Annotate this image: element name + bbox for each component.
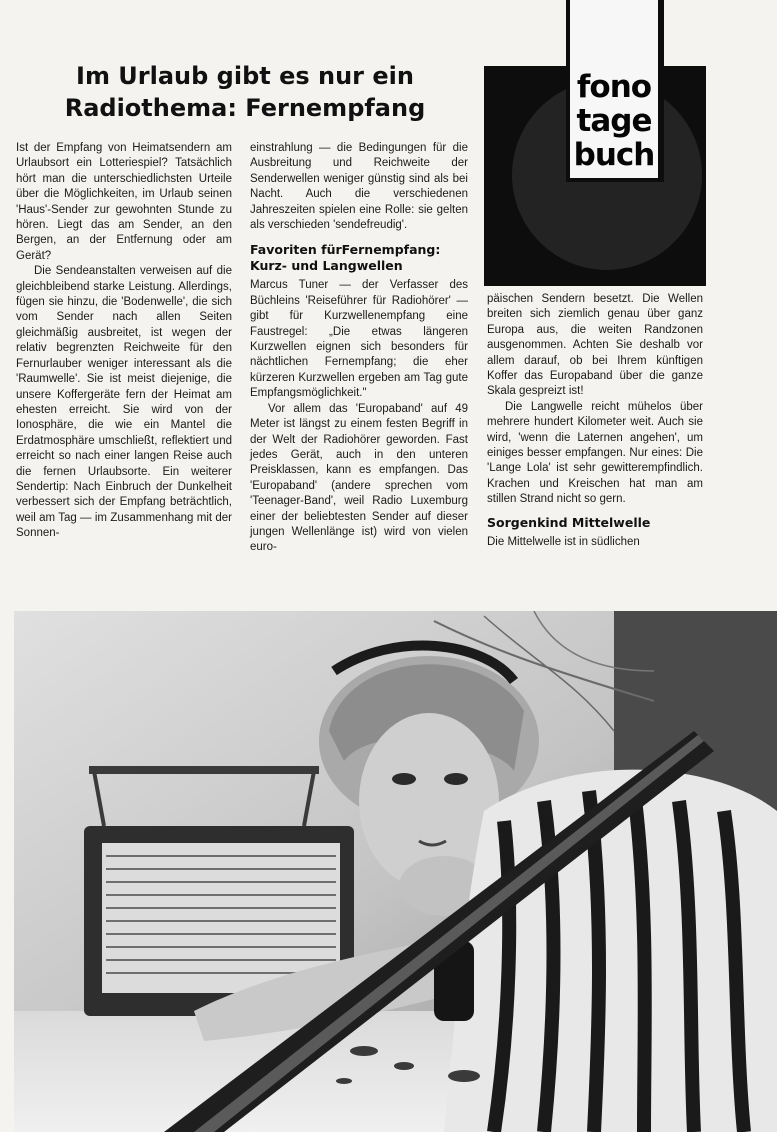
paragraph: Marcus Tuner — der Verfasser des Büchleins 'Reiseführer für Radiohörer' — gibt für Kurzwellenempfang eine Faustregel: „Die etwas längeren Kurzwellen eignen sich besonders für nächtlichen Fernempfang; die eher kürzeren Kurzwellen ergeben am Tag gute Empfangsmöglichkeit." — [250, 279, 468, 400]
paragraph: Die Sendeanstalten verweisen auf die gleichbleibend starke Leistung. Allerdings, fügen sie hinzu, die 'Bodenwelle', die sich vom Sender nach allen Seiten gleichmäßig ausbreitet, ist wegen der relativ begrenzten Reichweite für den Fernurlauber weniger interessant als die 'Raumwelle'. Sie ist meist diejenige, die unsere Koffergeräte fern der Heimat am ehesten erreicht. Sie wird von der Ionosphäre, die wie ein Mantel die Erdatmosphäre umschließt, reflektiert und erreicht so nach einer langen Reise auch die fernen Urlaubsorte. Ein weiterer Sendertip: Nach Einbruch der Dunkelheit verbessert sich der Empfang beträchtlich, weil am Tag — im Zusammenhang mit der Sonnen- — [16, 265, 232, 540]
paragraph: Ist der Empfang von Heimatsendern am Urlaubsort ein Lotteriespiel? Tatsächlich hört man die unterschiedlichsten Urteile über die Möglichkeiten, im Urlaub seinen 'Haus'-Sender zur gewohnten Stunde zu hören. Liegt das am Sender, an den Bergen, an der Entfernung oder am Gerät? — [16, 142, 232, 262]
headline-line-2: Radiothema: Fernempfang — [64, 94, 426, 122]
photo-woman-with-radio — [14, 611, 777, 1132]
paragraph: päischen Sendern besetzt. Die Wellen breiten sich ziemlich genau über ganz Europa aus, die weiten Randzonen ausgenommen. Achten Sie deshalb vor allem darauf, ob bei Ihrem künftigen Koffer das Europaband über die ganze Skala gespreizt ist! — [487, 293, 703, 398]
headline-line-1: Im Urlaub gibt es nur ein — [76, 62, 414, 90]
logo-line-1: fono — [576, 69, 652, 105]
paragraph: Die Mittelwelle ist in südlichen — [487, 535, 640, 548]
article-photo — [14, 611, 777, 1132]
text-column-3 — [487, 292, 703, 550]
paragraph: Die Langwelle reicht mühelos über mehrere hundert Kilometer weit. Auch sie wird, 'wenn die Laternen angehen', um einiges besser empfangen. Nur eines: Die 'Lange Lola' ist sehr gewitterempfindlich. Krachen und Kreischen hat man am stillen Strand nicht so gern. — [487, 400, 703, 506]
subheading: Sorgenkind Mittelwelle — [487, 514, 651, 530]
logo-line-2: tage — [576, 103, 652, 139]
text-column-2 — [250, 141, 468, 556]
logo-line-3: buch — [573, 137, 655, 173]
paragraph: einstrahlung — die Bedingungen für die Ausbreitung und Reichweite der Senderwellen weniger günstig sind als bei Nacht. Auch die verschiedenen Jahreszeiten spielen eine Rolle: sie gelten als verschieden 'sendefreudig'. — [250, 142, 468, 232]
text-column-1 — [16, 141, 232, 542]
column-logo — [570, 70, 658, 172]
article-headline — [40, 60, 450, 124]
paragraph: Vor allem das 'Europaband' auf 49 Meter ist längst zu einem festen Begriff in der Welt der Radiohörer geworden. Fast jedes Gerät, auch in den unteren Preisklassen, kann es empfangen. Das 'Europaband' (andere sprechen vom 'Teenager-Band', weil Radio Luxemburg einer der beliebtesten Sender auf dieser jungen Wellenlänge ist) wird von vielen euro- — [250, 402, 468, 554]
subheading: Favoriten fürFernempfang: Kurz- und Langwellen — [250, 242, 441, 274]
